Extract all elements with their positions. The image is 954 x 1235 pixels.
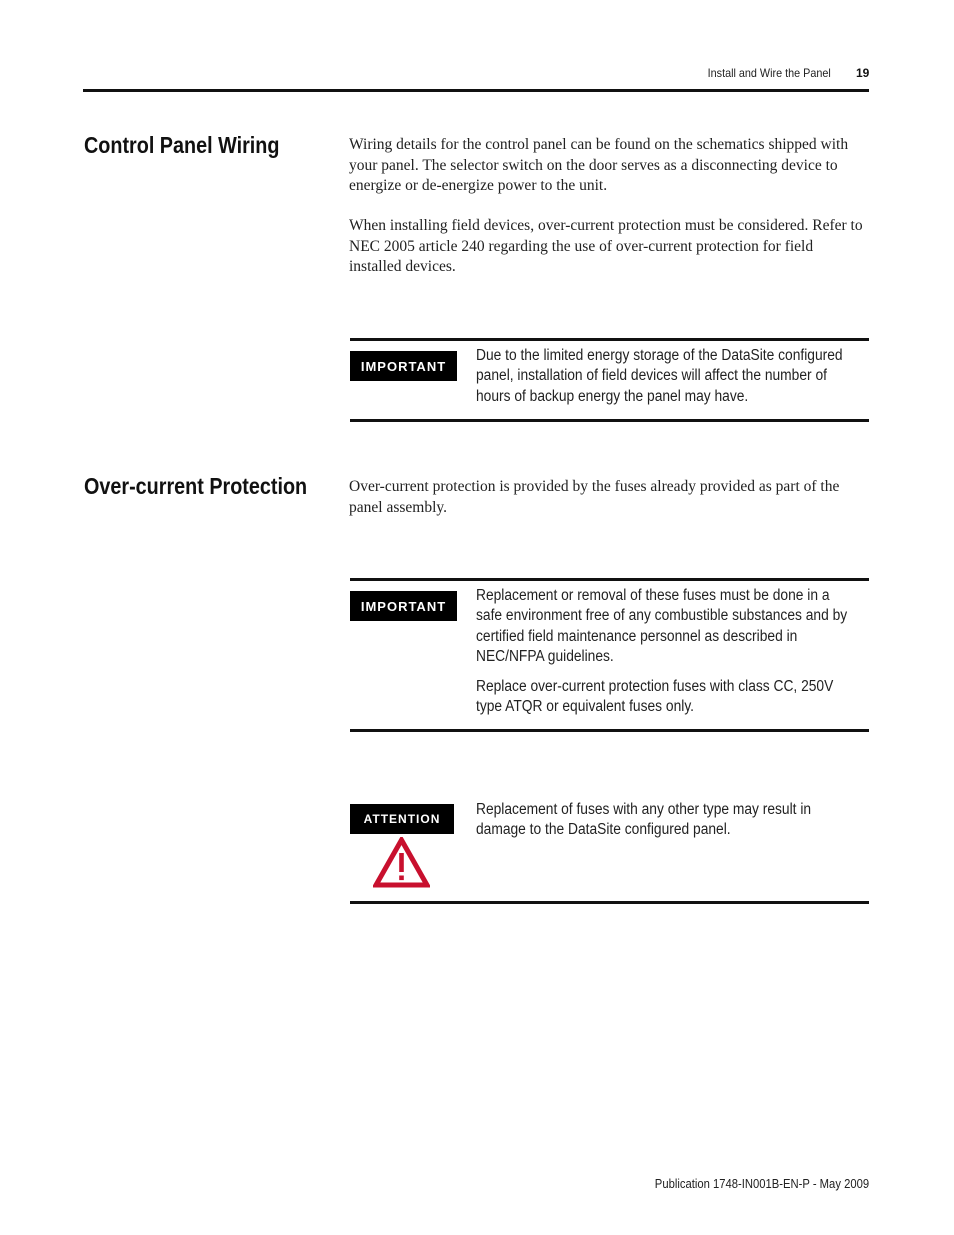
important-notice-text [476,346,850,417]
section-heading-over-current-protection: Over-current Protection [84,473,308,499]
running-header-title: Install and Wire the Panel [707,66,831,80]
page-number: 19 [856,66,870,80]
paragraph-field-devices: When installing field devices, over-current protection must be considered. Refer to NEC 2005 article 240 regarding the use of over-current protection for field installed devices. [349,217,863,275]
notice-top-rule [350,338,869,341]
notice-paragraph: Replace over-current protection fuses with class CC, 250V type ATQR or equivalent fuses only. [476,678,834,716]
attention-notice-text [476,800,850,851]
notice-bottom-rule [350,729,869,732]
paragraph-over-current-fuses: Over-current protection is provided by the fuses already provided as part of the panel assembly. [349,478,840,516]
notice-bottom-rule [350,901,869,904]
important-notice-text [476,586,850,728]
notice-top-rule [350,578,869,581]
publication-footer: Publication 1748-IN001B-EN-P - May 2009 [654,1177,869,1191]
notice-paragraph: Replacement of fuses with any other type may result in damage to the DataSite configured panel. [476,801,812,839]
notice-paragraph: Due to the limited energy storage of the DataSite configured panel, installation of field devices will affect the number of hours of backup energy the panel may have. [476,347,843,405]
notice-paragraph: Replacement or removal of these fuses must be done in a safe environment free of any combustible substances and by certified field maintenance personnel as described in NEC/NFPA guidelines. [476,587,848,665]
paragraph-wiring-details: Wiring details for the control panel can be found on the schematics shipped with your panel. The selector switch on the door serves as a disconnecting device to energize or de-energize power to the unit. [349,136,849,194]
warning-triangle-icon [373,837,430,888]
attention-badge: ATTENTION [350,804,454,834]
important-badge: IMPORTANT [350,591,457,621]
notice-bottom-rule [350,419,869,422]
section-heading-control-panel-wiring: Control Panel Wiring [84,132,280,158]
important-badge: IMPORTANT [350,351,457,381]
header-divider [83,89,869,92]
